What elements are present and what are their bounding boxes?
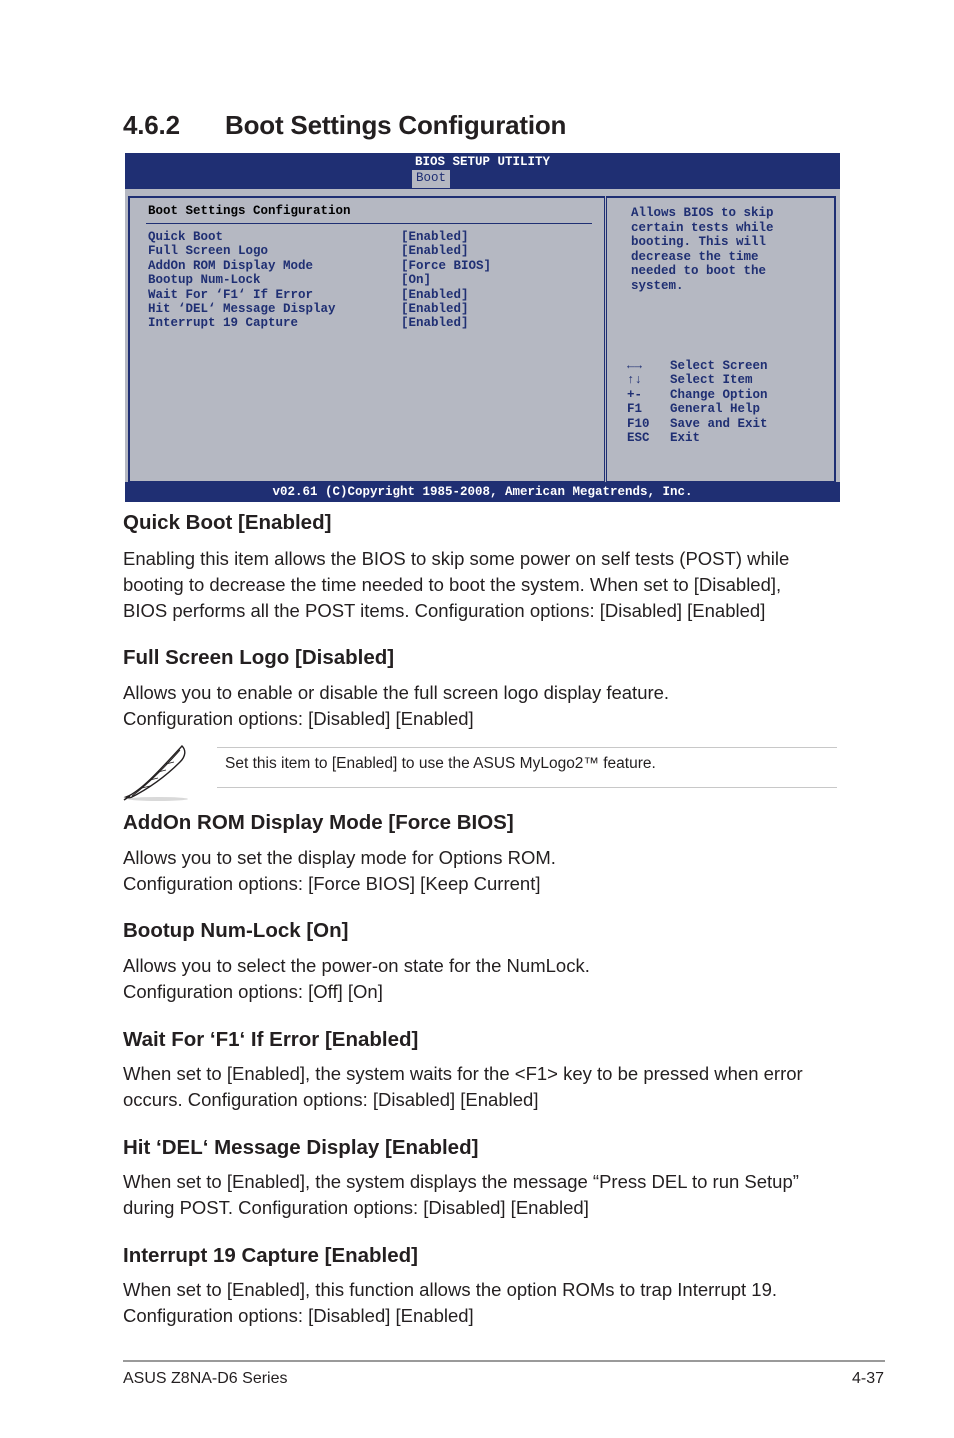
bios-item-value: [On] (401, 273, 432, 288)
note-divider-bottom (217, 787, 837, 788)
key-label: ←→ (627, 359, 643, 373)
bios-menu-item-wait-for-f1[interactable] (148, 288, 491, 302)
note-box (120, 740, 840, 800)
heading-hit-del-message: Hit ‘DEL‘ Message Display [Enabled] (123, 1136, 479, 1159)
body-hit-del-message: When set to [Enabled], the system displays the message “Press DEL to run Setup” during POST. Configuration options: [Disabled] [Enabled] (123, 1171, 799, 1218)
key-label: F1 (627, 402, 643, 417)
bios-menu (148, 230, 491, 331)
key-legend-row (627, 373, 768, 387)
key-action: Change Option (670, 387, 768, 402)
body-quick-boot: Enabling this item allows the BIOS to skip some power on self tests (POST) while booting to decrease the time needed to boot the system. When set to [Disabled], BIOS performs all the POST items. Configuration options: [Disabled] [Enabled] (123, 548, 790, 621)
bios-help-panel (606, 196, 836, 483)
key-legend-row (627, 402, 768, 416)
key-action: General Help (670, 402, 761, 417)
bios-copyright: v02.61 (C)Copyright 1985-2008, American Megatrends, Inc. (125, 482, 840, 502)
bios-menu-item-interrupt-19-capture[interactable] (148, 316, 491, 330)
bios-header (125, 153, 840, 189)
body-bootup-num-lock: Allows you to select the power-on state for the NumLock. Configuration options: [Off] [On] (123, 955, 590, 1002)
key-action: Save and Exit (670, 416, 768, 431)
note-divider-top (217, 747, 837, 748)
key-label: +- (627, 387, 643, 402)
bios-key-legend (627, 359, 768, 445)
key-legend-row (627, 359, 768, 373)
key-label: F10 (627, 416, 650, 431)
bios-title: BIOS SETUP UTILITY (414, 155, 551, 169)
section-number: 4.6.2 (123, 110, 180, 140)
key-legend-row (627, 417, 768, 431)
key-label: ↑↓ (627, 373, 643, 388)
bios-panel-divider (146, 223, 592, 224)
body-wait-for-f1: When set to [Enabled], the system waits for the <F1> key to be pressed when error occurs. Configuration options: [Disabled] [Enabled] (123, 1063, 803, 1110)
bios-item-value: [Enabled] (401, 287, 469, 302)
bios-settings-panel (128, 196, 605, 483)
bios-item-value: [Enabled] (401, 230, 469, 244)
footer-page-number: 4-37 (851, 1370, 884, 1387)
bios-item-label: Wait For ‘F1‘ If Error (148, 287, 314, 302)
key-legend-row (627, 431, 768, 445)
bios-tab-boot[interactable]: Boot (412, 170, 450, 188)
key-action: Select Item (670, 373, 753, 388)
bios-item-label: Full Screen Logo (148, 244, 269, 259)
pen-icon (120, 740, 192, 802)
heading-bootup-num-lock: Bootup Num-Lock [On] (123, 919, 349, 942)
bios-menu-item-bootup-num-lock[interactable] (148, 273, 491, 287)
body-addon-rom-display-mode: Allows you to set the display mode for Options ROM. Configuration options: [Force BIOS] [Keep Current] (123, 847, 556, 894)
key-action: Exit (670, 430, 701, 445)
body-interrupt-19-capture: When set to [Enabled], this function allows the option ROMs to trap Interrupt 19. Configuration options: [Disabled] [Enabled] (123, 1279, 778, 1326)
heading-quick-boot: Quick Boot [Enabled] (123, 511, 332, 534)
bios-item-label: Interrupt 19 Capture (148, 316, 299, 331)
bios-item-label: AddOn ROM Display Mode (148, 258, 314, 273)
heading-addon-rom-display-mode: AddOn ROM Display Mode [Force BIOS] (123, 811, 514, 834)
section-title-text: Boot Settings Configuration (225, 110, 567, 140)
bios-menu-item-addon-rom-display-mode[interactable] (148, 259, 491, 273)
key-label: ESC (627, 430, 650, 445)
bios-item-label: Hit ‘DEL‘ Message Display (148, 301, 336, 316)
heading-wait-for-f1: Wait For ‘F1‘ If Error [Enabled] (123, 1028, 419, 1051)
section-title (123, 110, 566, 141)
bios-item-value: [Enabled] (401, 301, 469, 316)
heading-interrupt-19-capture: Interrupt 19 Capture [Enabled] (123, 1244, 419, 1267)
bios-item-value: [Force BIOS] (401, 258, 492, 273)
bios-help-text: Allows BIOS to skip certain tests while booting. This will decrease the time needed to boot the system. (631, 206, 774, 293)
bios-menu-item-hit-del-message[interactable] (148, 302, 491, 316)
bios-screen (125, 153, 840, 502)
bios-item-label: Bootup Num-Lock (148, 273, 261, 288)
bios-menu-item-quick-boot[interactable] (148, 230, 491, 244)
key-action: Select Screen (670, 359, 768, 373)
footer-product-name: ASUS Z8NA-D6 Series (123, 1370, 288, 1387)
bios-panel-heading: Boot Settings Configuration (148, 204, 351, 218)
key-legend-row (627, 388, 768, 402)
note-text: Set this item to [Enabled] to use the ASUS MyLogo2™ feature. (225, 755, 656, 772)
heading-full-screen-logo: Full Screen Logo [Disabled] (123, 646, 395, 669)
bios-menu-item-full-screen-logo[interactable] (148, 244, 491, 258)
bios-item-value: [Enabled] (401, 244, 469, 259)
bios-item-label: Quick Boot (148, 230, 224, 244)
body-full-screen-logo: Allows you to enable or disable the full screen logo display feature. Configuration options: [Disabled] [Enabled] (123, 682, 670, 729)
bios-item-value: [Enabled] (401, 316, 469, 331)
footer-divider (123, 1360, 885, 1362)
